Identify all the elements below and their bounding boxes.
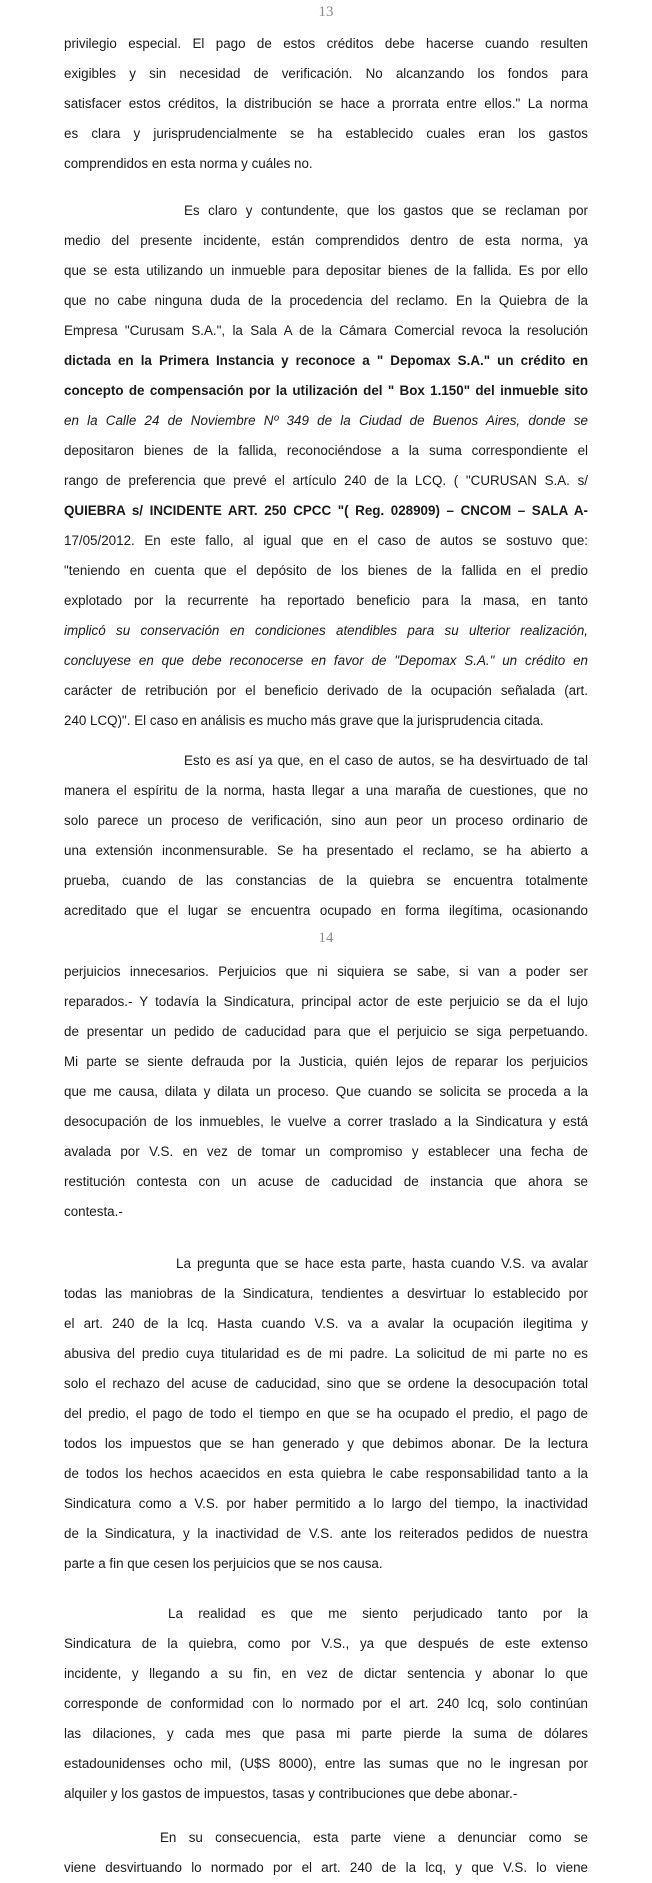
- text-line: satisfacer estos créditos, la distribución se hace a prorrata entre ellos." La norma: [64, 96, 588, 111]
- text-line: avalada por V.S. en vez de tomar un compromiso y establecer una fecha de: [64, 1144, 588, 1159]
- text-line: Empresa "Curusam S.A.", la Sala A de la Cámara Comercial revoca la resolución: [64, 323, 588, 338]
- text-line: prueba, cuando de las constancias de la quiebra se encuentra totalmente: [64, 873, 588, 888]
- paragraph-6: [64, 1599, 588, 1809]
- text-line: 17/05/2012. En este fallo, al igual que en el caso de autos se sostuvo que:: [64, 533, 588, 548]
- text-line: medio del presente incidente, están comprendidos dentro de esta norma, ya: [64, 233, 588, 248]
- text-line: exigibles y sin necesidad de verificación. No alcanzando los fondos para: [64, 66, 588, 81]
- text-line: Sindicatura como a V.S. por haber permitido a lo largo del tiempo, la inactividad: [64, 1496, 588, 1511]
- text-line: que se esta utilizando un inmueble para depositar bienes de la fallida. Es por ello: [64, 263, 588, 278]
- text-line: estadounidenses ocho mil, (U$S 8000), entre las sumas que no le ingresan por: [64, 1756, 588, 1771]
- text-line: acreditado que el lugar se encuentra ocupado en forma ilegítima, ocasionando: [64, 903, 588, 918]
- text-line: todos los impuestos que se han generado y que debimos abonar. De la lectura: [64, 1436, 588, 1451]
- text-line: Es claro y contundente, que los gastos que se reclaman por: [184, 203, 588, 218]
- text-line: Esto es así ya que, en el caso de autos, se ha desvirtuado de tal: [184, 753, 588, 768]
- text-line: de presentar un pedido de caducidad para que el perjuicio se siga perpetuando.: [64, 1024, 588, 1039]
- text-line: rango de preferencia que prevé el artículo 240 de la LCQ. ( "CURUSAN S.A. s/: [64, 473, 588, 488]
- text-line: reparados.- Y todavía la Sindicatura, principal actor de este perjuicio se da el lujo: [64, 994, 588, 1009]
- text-line: desocupación de los inmuebles, le vuelve a correr traslado a la Sindicatura y está: [64, 1114, 588, 1129]
- paragraph-7: [64, 1823, 588, 1883]
- text-line: contesta.-: [64, 1204, 123, 1219]
- text-line: QUIEBRA s/ INCIDENTE ART. 250 CPCC "( Reg. 028909) – CNCOM – SALA A-: [64, 503, 588, 518]
- paragraph-1: [64, 29, 588, 179]
- text-line: dictada en la Primera Instancia y reconoce a " Depomax S.A." un crédito en: [64, 353, 588, 368]
- text-line: Sindicatura de la quiebra, como por V.S., ya que después de este extenso: [64, 1636, 588, 1651]
- text-line: de todos los hechos acaecidos en esta quiebra le cabe responsabilidad tanto a la: [64, 1466, 588, 1481]
- text-line: En su consecuencia, esta parte viene a denunciar como se: [160, 1830, 588, 1845]
- page-number-13: 13: [318, 4, 334, 20]
- paragraph-5: [64, 1249, 588, 1579]
- text-line: concepto de compensación por la utilización del " Box 1.150" del inmueble sito: [64, 383, 588, 398]
- text-line: del predio, el pago de todo el tiempo en que se ha ocupado el predio, el pago de: [64, 1406, 588, 1421]
- text-line: todas las maniobras de la Sindicatura, tendientes a desvirtuar lo establecido por: [64, 1286, 588, 1301]
- text-line: solo parece un proceso de verificación, sino aun peor un proceso ordinario de: [64, 813, 588, 828]
- text-line: las dilaciones, y cada mes que pasa mi parte pierde la suma de dólares: [64, 1726, 588, 1741]
- text-line: viene desvirtuando lo normado por el art. 240 de la lcq, y que V.S. lo viene: [64, 1860, 588, 1875]
- text-line: es clara y jurisprudencialmente se ha establecido cuales eran los gastos: [64, 126, 588, 141]
- text-line: 240 LCQ)". El caso en análisis es mucho más grave que la jurisprudencia citada.: [64, 713, 544, 728]
- text-line: manera el espíritu de la norma, hasta llegar a una maraña de cuestiones, que no: [64, 783, 588, 798]
- text-line: alquiler y los gastos de impuestos, tasas y contribuciones que debe abonar.-: [64, 1786, 518, 1801]
- text-line: La pregunta que se hace esta parte, hasta cuando V.S. va avalar: [176, 1256, 588, 1271]
- text-line: La realidad es que me siento perjudicado tanto por la: [168, 1606, 588, 1621]
- text-line: Mi parte se siente defrauda por la Justicia, quién lejos de reparar los perjuicios: [64, 1054, 588, 1069]
- text-line: abusiva del predio cuya titularidad es de mi padre. La solicitud de mi parte no es: [64, 1346, 588, 1361]
- text-line: parte a fin que cesen los perjuicios que se nos causa.: [64, 1556, 383, 1571]
- text-line: "teniendo en cuenta que el depósito de los bienes de la fallida en el predio: [64, 563, 588, 578]
- text-line: corresponde de conformidad con lo normado por el art. 240 lcq, solo continúan: [64, 1696, 588, 1711]
- text-line: incidente, y llegando a su fin, en vez de dictar sentencia y abonar lo que: [64, 1666, 588, 1681]
- text-line: que me causa, dilata y dilata un proceso. Que cuando se solicita se proceda a la: [64, 1084, 588, 1099]
- text-line: que no cabe ninguna duda de la procedencia del reclamo. En la Quiebra de la: [64, 293, 588, 308]
- text-line: implicó su conservación en condiciones atendibles para su ulterior realización,: [64, 623, 588, 638]
- text-line: perjuicios innecesarios. Perjuicios que ni siquiera se sabe, si van a poder ser: [64, 964, 588, 979]
- text-line: solo el rechazo del acuse de caducidad, sino que se ordene la desocupación total: [64, 1376, 588, 1391]
- text-line: depositaron bienes de la fallida, reconociéndose a la suma correspondiente el: [64, 443, 588, 458]
- page-number-14: 14: [318, 930, 334, 946]
- paragraph-2: [64, 196, 588, 736]
- text-line: una extensión inconmensurable. Se ha presentado el reclamo, se ha abierto a: [64, 843, 588, 858]
- text-line: el art. 240 de la lcq. Hasta cuando V.S. va a avalar la ocupación ilegitima y: [64, 1316, 588, 1331]
- text-line: en la Calle 24 de Noviembre Nº 349 de la Ciudad de Buenos Aires, donde se: [64, 413, 588, 428]
- text-line: privilegio especial. El pago de estos créditos debe hacerse cuando resulten: [64, 36, 588, 51]
- text-line: explotado por la recurrente ha reportado beneficio para la masa, en tanto: [64, 593, 588, 608]
- text-line: carácter de retribución por el beneficio derivado de la ocupación señalada (art.: [64, 683, 588, 698]
- paragraph-4: [64, 957, 588, 1227]
- paragraph-3: [64, 746, 588, 926]
- text-line: concluyese en que debe reconocerse en favor de "Depomax S.A." un crédito en: [64, 653, 588, 668]
- text-line: restitución contesta con un acuse de caducidad de instancia que ahora se: [64, 1174, 588, 1189]
- text-line: de la Sindicatura, y la inactividad de V.S. ante los reiterados pedidos de nuestra: [64, 1526, 588, 1541]
- text-line: comprendidos en esta norma y cuáles no.: [64, 156, 313, 171]
